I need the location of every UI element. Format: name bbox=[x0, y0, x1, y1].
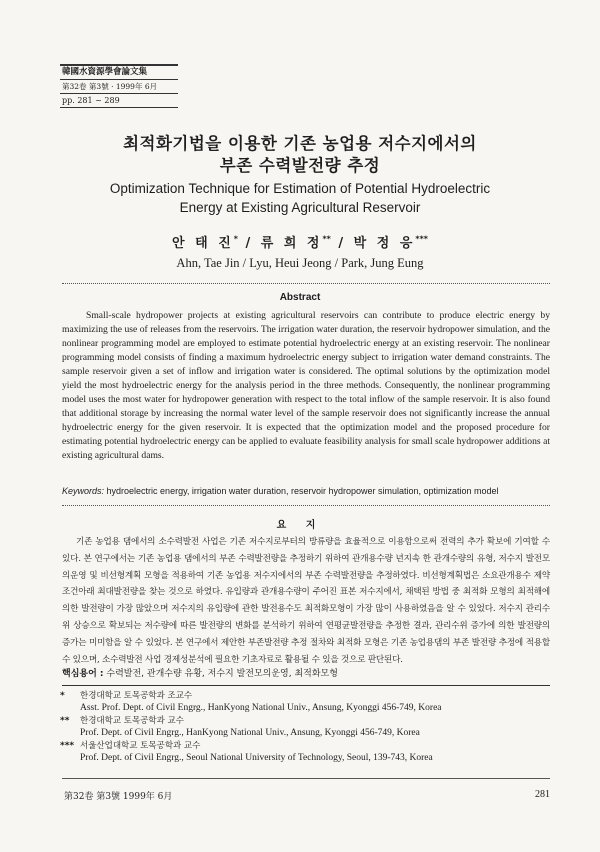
korean-keywords-line bbox=[62, 666, 550, 679]
abstract-top-divider bbox=[62, 283, 550, 284]
english-title-line-1: Optimization Technique for Estimation of Potential Hydroelectric bbox=[109, 181, 491, 196]
footer-divider bbox=[62, 778, 550, 779]
korean-title-line-2: 부존 수력발전량 추정 bbox=[219, 156, 381, 175]
affiliation-2-english: Prof. Dept. of Civil Engrg., HanKyong National Univ., Ansung, Kyonggi 456-749, Korea bbox=[80, 728, 420, 738]
korean-author-list bbox=[0, 232, 600, 251]
author-3-mark: *** bbox=[415, 234, 428, 244]
page-number: 281 bbox=[535, 789, 550, 800]
footer-volume-info: 第32卷 第3號 1999年 6月 bbox=[64, 792, 173, 802]
affiliation-2-korean: 한경대학교 토목공학과 교수 bbox=[80, 716, 184, 726]
affiliation-3 bbox=[60, 740, 530, 764]
journal-name: 韓國水資源學會論文集 bbox=[60, 64, 178, 80]
summary-heading: 요 지 bbox=[276, 520, 324, 531]
summary-text: 기존 농업용 댐에서의 소수력발전 사업은 기존 저수지로부터의 방류량을 효율적으로 이용함으로써 전력의 추가 확보에 기여할 수 있다. 본 연구에서는 기존 농업용 댐에서의 부존 수력발전량을 추정하기 위하여 관개용수량 년지속 한 관개수량의 유형, 저수지 발전모의운영 및 비선형계획 모형을 적용하여 기존 농업용 저수지에서의 부존 수력발전량을 추정하였다. 비선형계획법은 소요관개용수 제약조건아래 최대발전량을 찾는 것으로 하였다. 유입량과 관개용수량이 주어진 표본 저수지에서, 채택된 방법 중 최적화 모형의 최적해에 의한 발전량이 가장 많았으며 저수지의 유입량에 관한 발전용수도 최적화모형이 가장 많이 사용하였음을 알 수 있었다. 저수지 관리수위 상승으로 확보되는 저수량에 따른 발전량의 변화를 분석하기 위하여 연평균발전량을 추정한 결과, 관리수위 증가에 의한 발전량의 증가는 미미함을 알 수 있었다. 본 연구에서 제안한 부존발전량 추정 절차와 최적화 모형은 기존 농업용댐의 부존 발전량 추정에 적용할 수 있으며, 소수력발전 사업 경제성분석에 필요한 기초자료로 활용될 수 있을 것으로 판단된다. bbox=[62, 537, 550, 665]
abstract-heading: Abstract bbox=[279, 292, 321, 303]
author-2-ko: / 류 희 정 bbox=[237, 236, 323, 251]
affiliation-3-english: Prof. Dept. of Civil Engrg., Seoul National University of Technology, Seoul, 139-743, Korea bbox=[80, 753, 433, 763]
affiliation-3-korean: 서울산업대학교 토목공학과 교수 bbox=[80, 741, 201, 751]
summary-top-divider bbox=[62, 505, 550, 506]
korean-title-line-1: 최적화기법을 이용한 기존 농업용 저수지에서의 bbox=[123, 134, 477, 153]
author-1-mark: * bbox=[233, 234, 238, 244]
korean-keywords-text: 수력발전, 관개수량 유황, 저수지 발전모의운영, 최적화모형 bbox=[103, 669, 338, 679]
korean-keywords-label: 핵심용어 : bbox=[62, 669, 104, 679]
affiliation-1-english: Asst. Prof. Dept. of Civil Engrg., HanKyong National Univ., Ansung, Kyonggi 456-749, Korea bbox=[80, 703, 442, 713]
author-3-ko: / 박 정 응 bbox=[330, 236, 416, 251]
affiliation-2-mark: ** bbox=[60, 716, 70, 726]
affiliation-2 bbox=[60, 715, 530, 739]
author-2-mark: ** bbox=[322, 234, 331, 244]
keywords-line bbox=[62, 486, 550, 496]
english-author-list: Ahn, Tae Jin / Lyu, Heui Jeong / Park, Jung Eung bbox=[176, 256, 424, 270]
keywords-label: Keywords: bbox=[62, 486, 105, 496]
volume-info: 第32卷 第3號 · 1999年 6月 bbox=[60, 80, 178, 94]
affiliations-divider bbox=[62, 685, 550, 686]
affiliation-1-korean: 한경대학교 토목공학과 조교수 bbox=[80, 691, 193, 701]
page-range: pp. 281 ~ 289 bbox=[60, 94, 178, 108]
keywords-text: hydroelectric energy, irrigation water duration, reservoir hydropower simulation, optimization model bbox=[104, 486, 499, 496]
affiliation-1-mark: * bbox=[60, 691, 65, 701]
author-1-ko: 안 태 진 bbox=[172, 236, 234, 251]
affiliation-3-mark: *** bbox=[60, 741, 75, 751]
publication-info-box bbox=[60, 64, 178, 108]
english-title-line-2: Energy at Existing Agricultural Reservoir bbox=[179, 200, 421, 215]
abstract-text: Small-scale hydropower projects at existing agricultural reservoirs can contribute to produce electric energy by maximizing the use of releases from the reservoirs. The irrigation water duration, the reservoir hydropower simulation, and the nonlinear programming model are employed to estimate potential hydroelectric energy at an existing reservoir. The nonlinear programming model consists of finding a maximum hydroelectric energy subject to irrigation water demand constraints. The sample reservoir given a set of inflow and irrigation water is considered. The optimal solutions by the optimization model yield the most hydroelectric energy for the analysis period in the three methods. Consequently, the nonlinear programming model uses the most water for hydropower generation with respect to the total inflow of the sample reservoir. It is also found that additional storage by increasing the normal water level of the sample reservoir does not significantly increase the annual hydroelectric energy for the given reservoir. It is expected that the optimization model and the proposed procedure for estimating potential hydroelectric energy can be applied to evaluate feasibility analysis for small scale hydropower additions at existing agricultural dams. bbox=[62, 310, 550, 461]
affiliation-1 bbox=[60, 690, 530, 714]
